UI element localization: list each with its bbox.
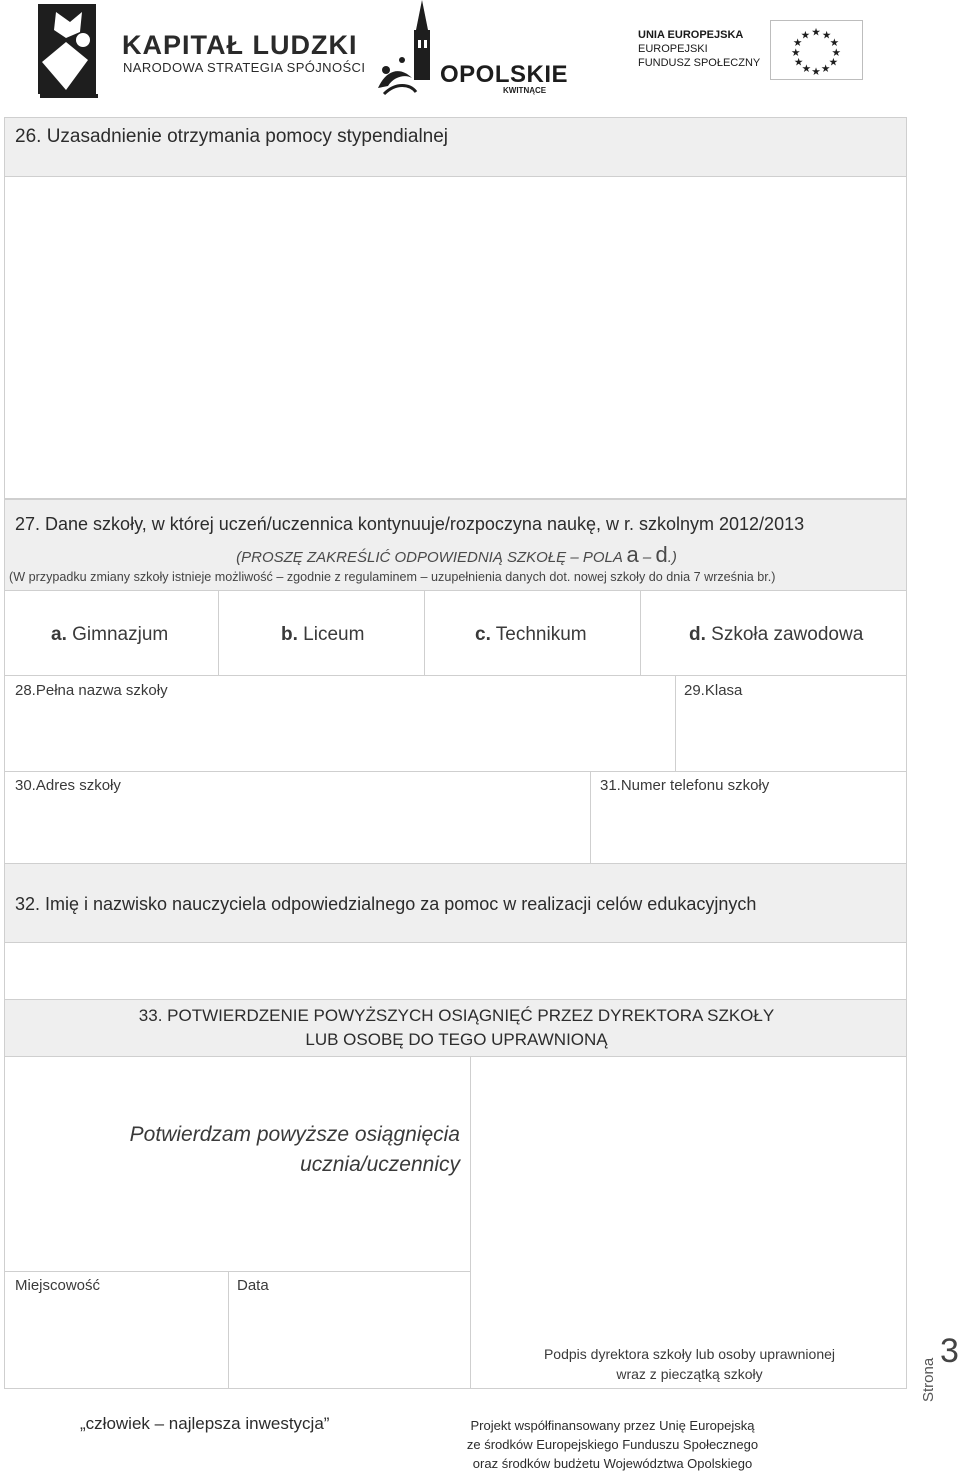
svg-text:★: ★ [829, 36, 840, 50]
svg-text:★: ★ [811, 25, 821, 39]
date-field[interactable] [228, 1271, 471, 1389]
section-33-title-line-1: 33. POTWIERDZENIE POWYŻSZYCH OSIĄGNIĘĆ PRZEZ DYREKTORA SZKOŁY [138, 1006, 775, 1025]
school-name-field[interactable] [4, 675, 676, 772]
opolskie-title: OPOLSKIE [440, 61, 569, 88]
svg-text:★: ★ [828, 55, 839, 69]
opolskie-logo-mark [376, 0, 446, 98]
signature-line-1: Podpis dyrektora szkoły lub osoby uprawnionej [543, 1346, 836, 1362]
footer-slogan: „człowiek – najlepsza inwestycja” [80, 1414, 330, 1433]
svg-text:★: ★ [790, 45, 801, 59]
section-26-header [4, 117, 907, 177]
svg-text:★: ★ [793, 55, 804, 69]
place-label: Miejscowość [15, 1277, 101, 1294]
svg-text:★: ★ [821, 28, 832, 42]
svg-text:★: ★ [831, 45, 842, 59]
page-number-value: 3 [940, 1332, 959, 1370]
option-d-letter: d. [689, 624, 706, 645]
option-b-letter: b. [281, 624, 298, 645]
option-b-label: Liceum [303, 624, 365, 645]
instruction-end: .) [667, 549, 677, 566]
instruction-d: d [655, 542, 668, 567]
option-szkola-zawodowa[interactable] [640, 590, 907, 676]
instruction-a: a [626, 542, 639, 567]
svg-text:★: ★ [811, 65, 821, 79]
confirmation-line-2: ucznia/uczennicy [300, 1153, 460, 1176]
section-33-title-line-2: LUB OSOBĘ DO TEGO UPRAWNIONĄ [305, 1030, 608, 1049]
eu-line-3: FUNDUSZ SPOŁECZNY [638, 57, 761, 69]
option-gimnazjum-text [51, 624, 168, 646]
signature-field[interactable] [470, 1056, 907, 1389]
school-phone-field[interactable] [590, 771, 907, 864]
footer-line-1: Projekt współfinansowany przez Unię Europejską [470, 1418, 755, 1433]
svg-text:★: ★ [801, 62, 812, 76]
eu-flag-icon [770, 20, 863, 80]
eu-line-2: EUROPEJSKI [638, 43, 708, 55]
place-field[interactable] [4, 1271, 229, 1389]
option-liceum-text [281, 624, 364, 646]
signature-line-2: wraz z pieczątką szkoły [616, 1366, 763, 1382]
section-26-title: 26. Uzasadnienie otrzymania pomocy stypendialnej [15, 126, 449, 147]
kapital-ludzki-logo-mark [36, 2, 98, 98]
eu-line-1: UNIA EUROPEJSKA [638, 29, 744, 41]
school-phone-label: 31.Numer telefonu szkoły [600, 777, 770, 794]
section-27-instruction [5, 542, 908, 568]
instruction-dash: – [638, 549, 656, 566]
option-technikum-text [475, 624, 587, 646]
school-address-field[interactable] [4, 771, 591, 864]
school-address-label: 30.Adres szkoły [15, 777, 121, 794]
option-szkola-zawodowa-text [689, 624, 863, 646]
instruction-text: (PROSZĘ ZAKREŚLIĆ ODPOWIEDNIĄ SZKOŁĘ – POLA [236, 549, 627, 566]
section-27-note: (W przypadku zmiany szkoły istnieje możliwość – zgodnie z regulaminem – uzupełnienia danych dot. nowej szkoły do dnia 7 września br.) [9, 570, 776, 584]
section-27-title: 27. Dane szkoły, w której uczeń/uczennica kontynuuje/rozpoczyna naukę, w r. szkolnym 2012/2013 [15, 514, 805, 534]
page-number [908, 1330, 960, 1410]
svg-text:★: ★ [792, 36, 803, 50]
eu-text [638, 28, 764, 70]
footer-line-3: oraz środków budżetu Województwa Opolskiego [472, 1456, 753, 1471]
svg-text:★: ★ [800, 28, 811, 42]
option-a-label: Gimnazjum [72, 624, 169, 645]
option-d-label: Szkoła zawodowa [711, 624, 864, 645]
option-c-letter: c. [475, 624, 491, 645]
footer-line-2: ze środków Europejskiego Funduszu Społecznego [466, 1437, 759, 1452]
option-technikum[interactable] [424, 590, 641, 676]
kapital-ludzki-subtitle: NARODOWA STRATEGIA SPÓJNOŚCI [123, 60, 366, 75]
section-32-header [4, 863, 907, 943]
section-26-answer-field[interactable] [4, 176, 907, 499]
confirmation-line-1: Potwierdzam powyższe osiągnięcia [129, 1123, 460, 1146]
page-label: Strona [920, 1357, 937, 1402]
section-33-header [4, 999, 907, 1057]
option-c-label: Technikum [495, 624, 587, 645]
section-27-header [4, 499, 907, 591]
date-label: Data [237, 1277, 269, 1294]
footer-funding [440, 1416, 785, 1473]
section-32-title: 32. Imię i nazwisko nauczyciela odpowiedzialnego za pomoc w realizacji celów edukacyjnych [15, 894, 757, 914]
option-a-letter: a. [51, 624, 67, 645]
confirmation-box [4, 1056, 471, 1272]
class-label: 29.Klasa [684, 682, 743, 699]
svg-text:★: ★ [820, 62, 831, 76]
class-field[interactable] [675, 675, 907, 772]
school-name-label: 28.Pełna nazwa szkoły [15, 682, 168, 699]
option-liceum[interactable] [218, 590, 425, 676]
option-gimnazjum[interactable] [4, 590, 219, 676]
teacher-name-field[interactable] [4, 942, 907, 1000]
opolskie-subtitle: KWITNĄCE [503, 86, 547, 95]
kapital-ludzki-title: KAPITAŁ LUDZKI [122, 30, 358, 60]
